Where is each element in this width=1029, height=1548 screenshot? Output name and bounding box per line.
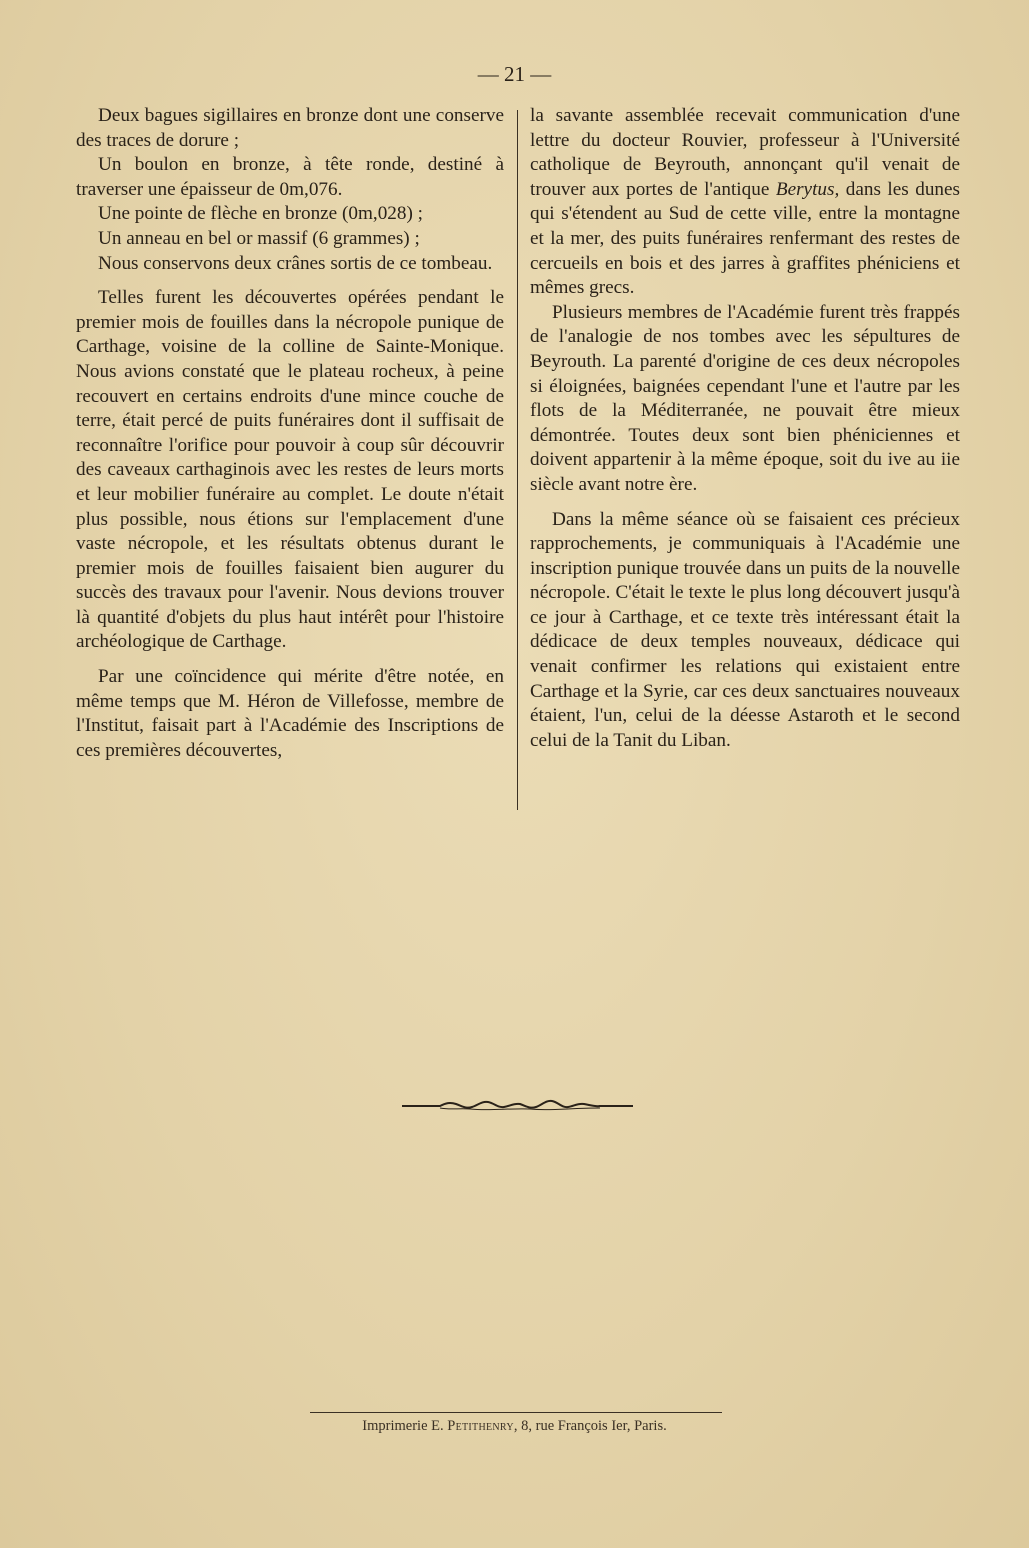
paragraph: Plusieurs membres de l'Académie furent très frappés de l'analogie de nos tombes avec les sépultures de Beyrouth. La parenté d'origine de ces deux nécropoles si éloignées, baignées cependant l'une et l'autre par les flots de la Méditerranée, ne pouvait être mieux démontrée. Toutes deux sont bien phéniciennes et doivent appartenir à la même époque, soit du ive au iie siècle avant notre ère. [530, 301, 960, 495]
paragraph: Une pointe de flèche en bronze (0m,028) ; [98, 203, 423, 225]
imprint-prefix: Imprimerie E. [362, 1418, 448, 1434]
paragraph: Par une coïncidence qui mérite d'être notée, en même temps que M. Héron de Villefosse, membre de l'Institut, faisait part à l'Académie des Inscriptions de ces premières découvertes, [76, 666, 504, 761]
italic-place-name: Berytus, [775, 178, 840, 200]
paragraph: Deux bagues sigillaires en bronze dont une conserve des traces de dorure ; [76, 105, 504, 151]
paragraph: Un anneau en bel or massif (6 grammes) ; [98, 227, 420, 249]
text-run: la savante assemblée recevait communication d'une lettre du docteur Rouvier, professeur à l'Université catholique de Beyrouth, annonçant qu'il venait de trouver aux portes de l'antique [530, 105, 960, 200]
imprint-rule [310, 1412, 722, 1413]
text-run: dans les dunes qui s'étendent au Sud de cette ville, entre la montagne et la mer, des puits funéraires renfermant des restes de cercueils en bois et des jarres à graffites phéniciens et mêmes grecs. [530, 178, 960, 299]
imprint-suffix: , 8, rue François Ier, Paris. [513, 1418, 667, 1434]
right-column [530, 104, 960, 753]
paragraph: Dans la même séance où se faisaient ces précieux rapprochements, je communiquais à l'Académie une inscription punique trouvée dans un puits de la nouvelle nécropole. C'était le texte le plus long découvert jusqu'à ce jour à Carthage, et ce texte très intéressant était la dédicace de deux temples nouveaux, dédicace qui venait confirmer les relations qui existaient entre Carthage et la Syrie, car ces deux sanctuaires nouveaux étaient, l'un, celui de la déesse Astaroth et le second celui de la Tanit du Liban. [530, 508, 960, 751]
paragraph [530, 104, 960, 301]
printer-name: Petithenry [447, 1418, 514, 1434]
paragraph: Telles furent les découvertes opérées pendant le premier mois de fouilles dans la nécropole punique de Carthage, voisine de la colline de Sainte-Monique. Nous avions constaté que le plateau rocheux, à peine recouvert en certains endroits d'une mince couche de terre, était percé de puits funéraires dont il suffisait de reconnaître l'orifice pour pouvoir à coup sûr découvrir des caveaux carthaginois avec les restes de leurs morts et leur mobilier funéraire au complet. Le doute n'était plus possible, nous étions sur l'emplacement d'une vaste nécropole, et les résultats obtenus durant le premier mois de fouilles faisaient bien augurer du succès des travaux pour l'avenir. Nous devions trouver là quantité d'objets du plus haut intérêt pour l'histoire archéologique de Carthage. [76, 287, 504, 653]
page-number: — 21 — [477, 62, 552, 86]
column-divider [517, 110, 518, 810]
wavy-ornament-divider [400, 1094, 635, 1116]
paragraph: Nous conservons deux crânes sortis de ce tombeau. [98, 252, 493, 274]
paragraph: Un boulon en bronze, à tête ronde, destiné à traverser une épaisseur de 0m,076. [76, 154, 504, 200]
left-column [76, 104, 504, 763]
imprint-line [0, 1418, 1029, 1435]
